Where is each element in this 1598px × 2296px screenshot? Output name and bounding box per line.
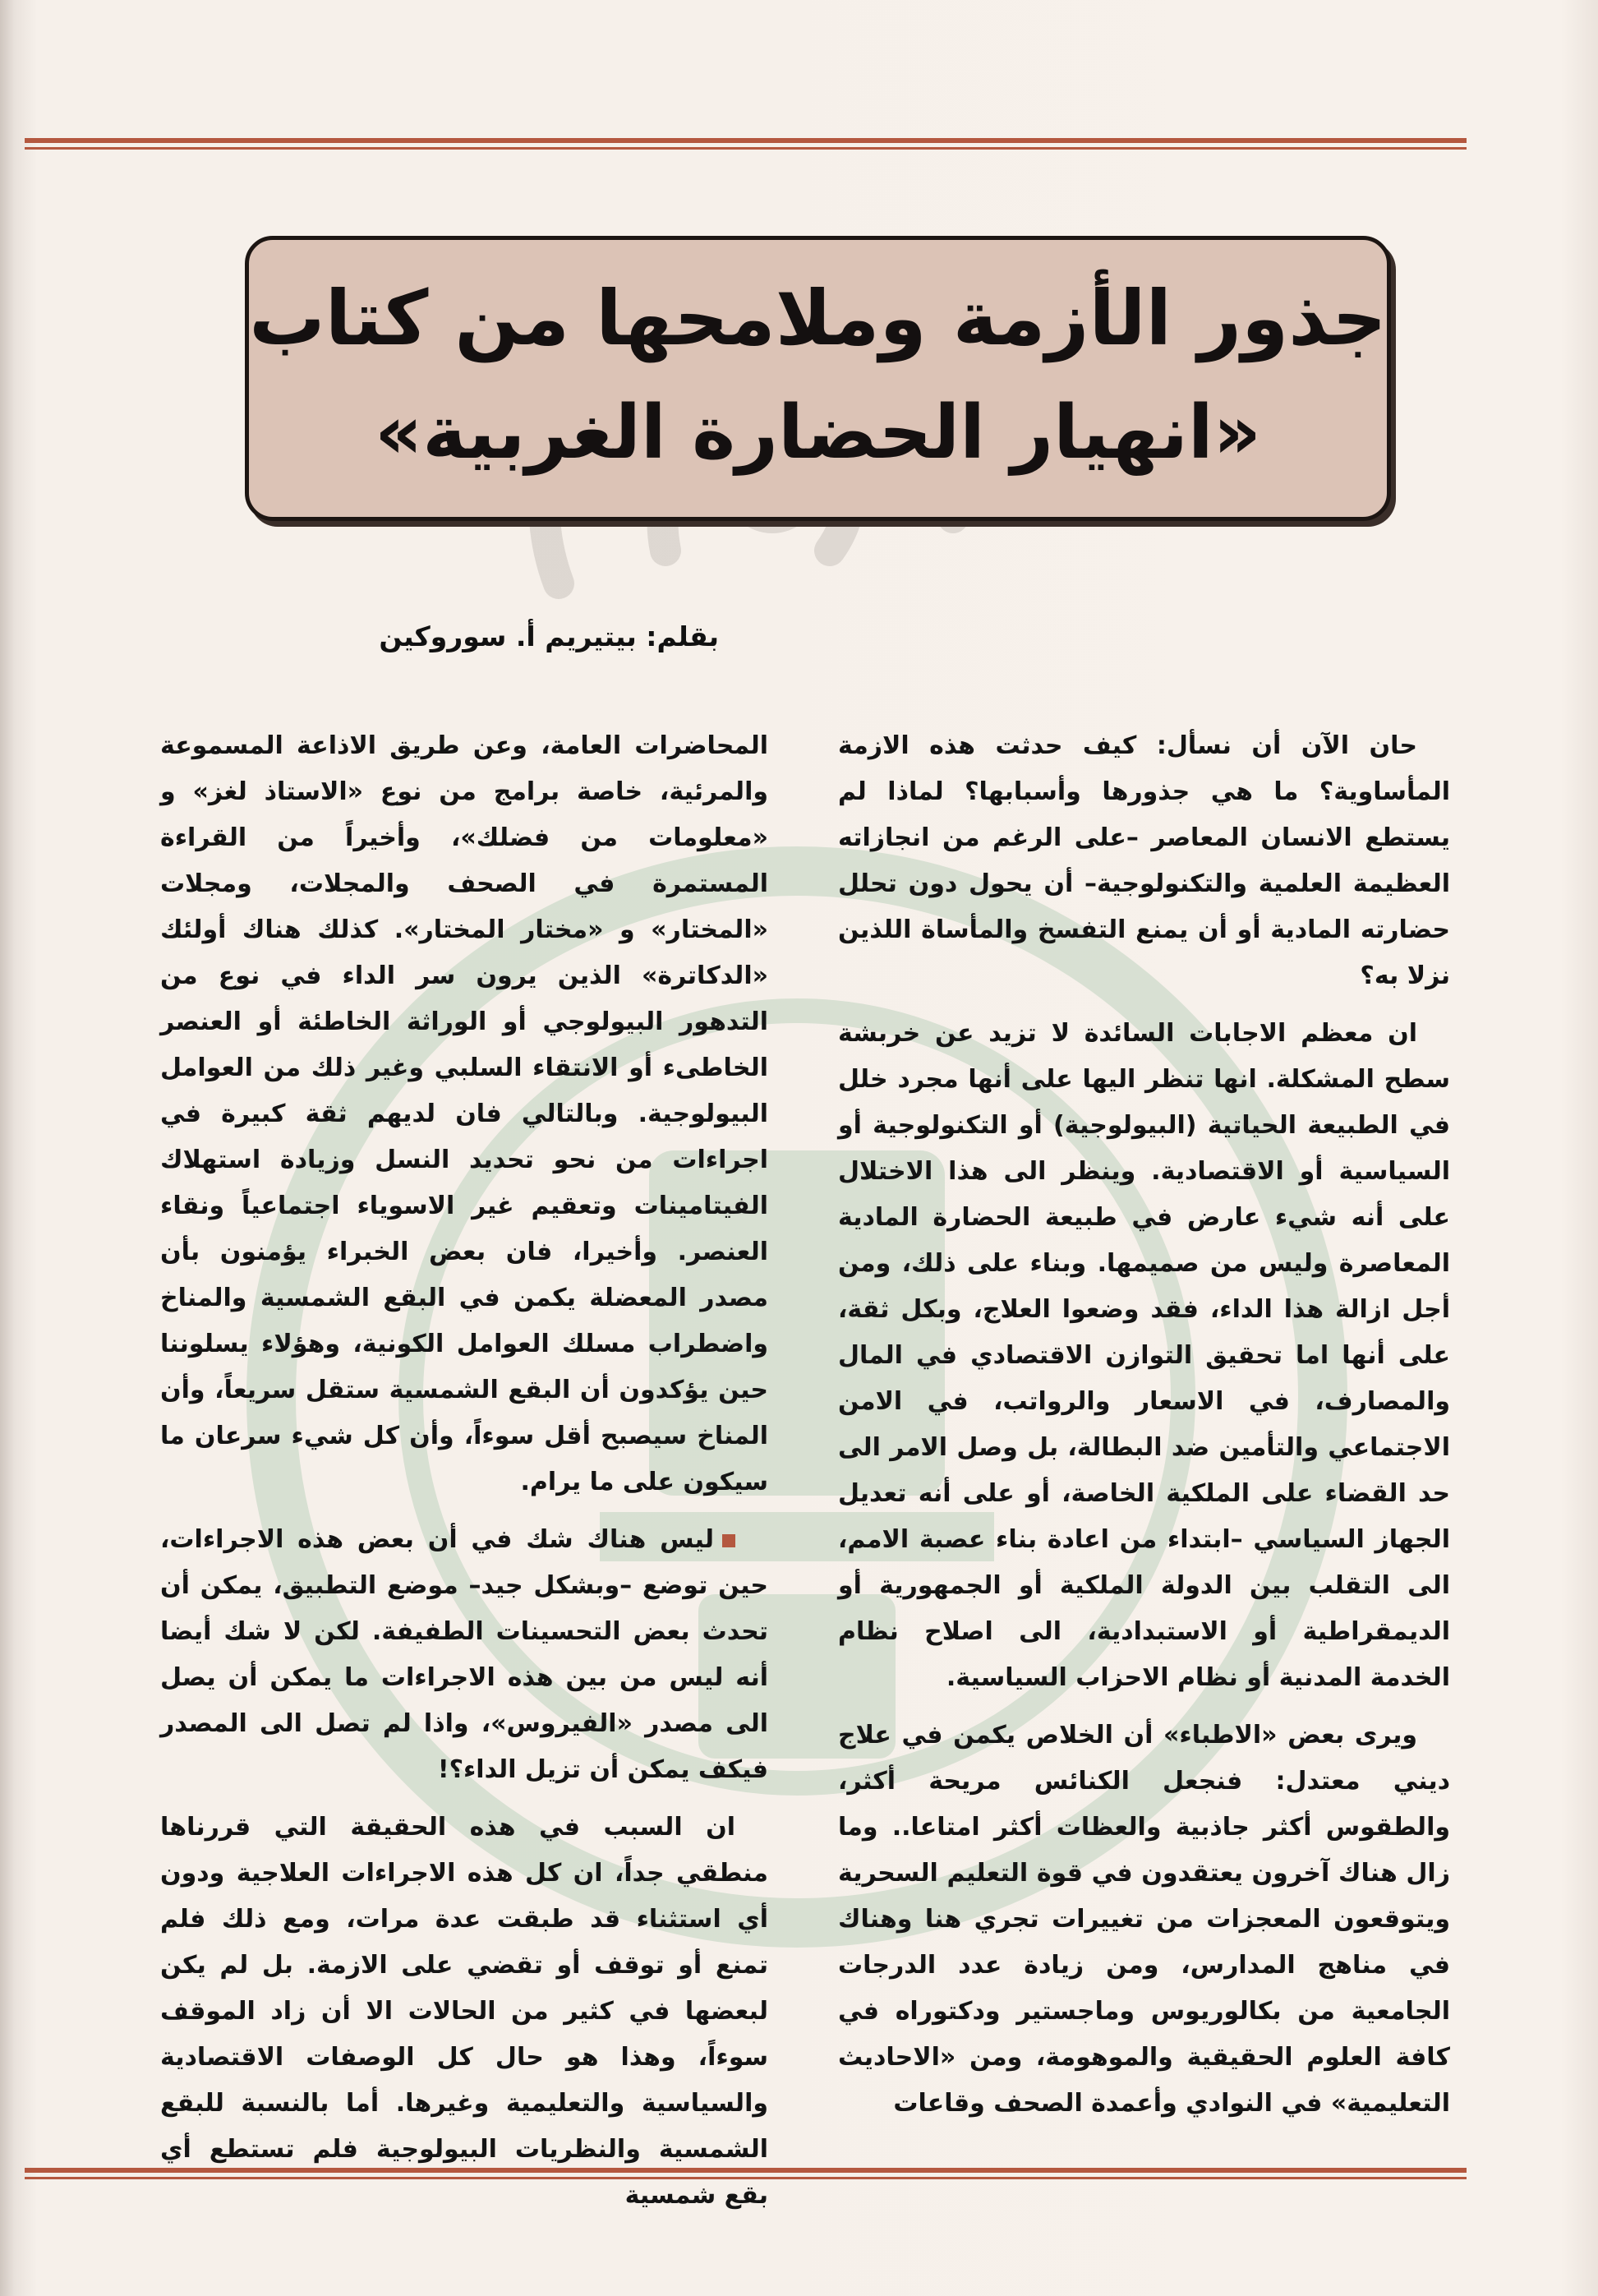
top-rule	[25, 138, 1467, 150]
paragraph: ويرى بعض «الاطباء» أن الخلاص يكمن في علاج ديني معتدل: فنجعل الكنائس مريحة أكثر، والطقوس أكثر جاذبية والعظات أكثر امتاعا.. وما زال هناك آخرون يعتقدون في قوة التعليم السحرية ويتوقعون المعجزات من تغييرات تجري هنا وهناك في مناهج المدارس، ومن زيادة عدد الدرجات الجامعية من بكالوريوس وماجستير ودكتوراه في كافة العلوم الحقيقية والموهومة، ومن «الاحاديث التعليمية» في النوادي وأعمدة الصحف وقاعات	[838, 1721, 1450, 2118]
article-title-line1: جذور الأزمة وملامحها من كتاب	[249, 274, 1387, 362]
bottom-rule	[25, 2168, 1467, 2179]
paragraph-text: ليس هناك شك في أن بعض هذه الاجراءات، حين توضع –وبشكل جيد– موضع التطبيق، يمكن أن تحدث بعض التحسينات الطفيفة. لكن لا شك أيضا أنه ليس من بين هذه الاجراءات ما يمكن أن يصل الى مصدر «الفيروس»، واذا لم تصل الى المصدر فيكف يمكن أن تزيل الداء؟!	[160, 1525, 768, 1784]
bullet-square-icon	[722, 1534, 735, 1547]
bullet-paragraph	[160, 1517, 768, 1793]
paragraph: ان السبب في هذه الحقيقة التي قررناها منطقي جداً، ان كل هذه الاجراءات العلاجية ودون أي استثناء قد طبقت عدة مرات، ومع ذلك فلم تمنع أو توقف أو تقضي على الازمة. بل لم يكن لبعضها في كثير من الحالات الا أن زاد الموقف سوءاً، وهذا هو حال كل الوصفات الاقتصادية والسياسية والتعليمية وغيرها. أما بالنسبة للبقع الشمسية والنظريات البيولوجية فلم تستطع أي بقع شمسية	[160, 1813, 768, 2210]
title-box	[245, 236, 1391, 521]
author-byline: بقلم: بيتيريم أ. سوروكين	[379, 620, 719, 652]
paragraph: المحاضرات العامة، وعن طريق الاذاعة المسموعة والمرئية، خاصة برامج من نوع «الاستاذ لغز» و «معلومات من فضلك»، وأخيراً من القراءة المستمرة في الصحف والمجلات، ومجلات «المختار» و «مختار المختار». كذلك هناك أولئك «الدكاترة» الذين يرون سر الداء في نوع من التدهور البيولوجي أو الوراثة الخاطئة أو العنصر الخاطىء أو الانتقاء السلبي وغير ذلك من العوامل البيولوجية. وبالتالي فان لديهم ثقة كبيرة في اجراءات من نحو تحديد النسل وزيادة استهلاك الفيتامينات وتعقيم غير الاسوياء اجتماعياً ونقاء العنصر. وأخيرا، فان بعض الخبراء يؤمنون بأن مصدر المعضلة يكمن في البقع الشمسية والمناخ واضطراب مسلك العوامل الكونية، وهؤلاء يسلوننا حين يؤكدون أن البقع الشمسية ستقل سريعاً، وأن المناخ سيصبح أقل سوءاً، وأن كل شيء سرعان ما سيكون على ما يرام.	[160, 731, 768, 1496]
right-column	[838, 723, 1450, 2138]
article-title-line2: «انهيار الحضارة الغربية»	[375, 390, 1261, 476]
paragraph: ان معظم الاجابات السائدة لا تزيد عن خربشة سطح المشكلة. انها تنظر اليها على أنها مجرد خلل في الطبيعة الحياتية (البيولوجية) أو التكنولوجية أو السياسية أو الاقتصادية. وينظر الى هذا الاختلال على أنه شيء عارض في طبيعة الحضارة المادية المعاصرة وليس من صميمها. وبناء على ذلك، ومن أجل ازالة هذا الداء، فقد وضعوا العلاج، وبكل ثقة، على أنها اما تحقيق التوازن الاقتصادي في المال والمصارف، في الاسعار والرواتب، في الامن الاجتماعي والتأمين ضد البطالة، بل وصل الامر الى حد القضاء على الملكية الخاصة، أو على أنه تعديل الجهاز السياسي –ابتداء من اعادة بناء عصبة الامم، الى التقلب بين الدولة الملكية أو الجمهورية أو الديمقراطية أو الاستبدادية، الى اصلاح نظام الخدمة المدنية أو نظام الاحزاب السياسية.	[838, 1019, 1450, 1692]
left-column	[160, 723, 768, 2230]
paragraph: حان الآن أن نسأل: كيف حدثت هذه الازمة المأساوية؟ ما هي جذورها وأسبابها؟ لماذا لم يستطع الانسان المعاصر –على الرغم من انجازاته العظيمة العلمية والتكنولوجية– أن يحول دون تحلل حضارته المادية أو أن يمنع التفسخ والمأساة اللذين نزلا به؟	[838, 731, 1450, 990]
